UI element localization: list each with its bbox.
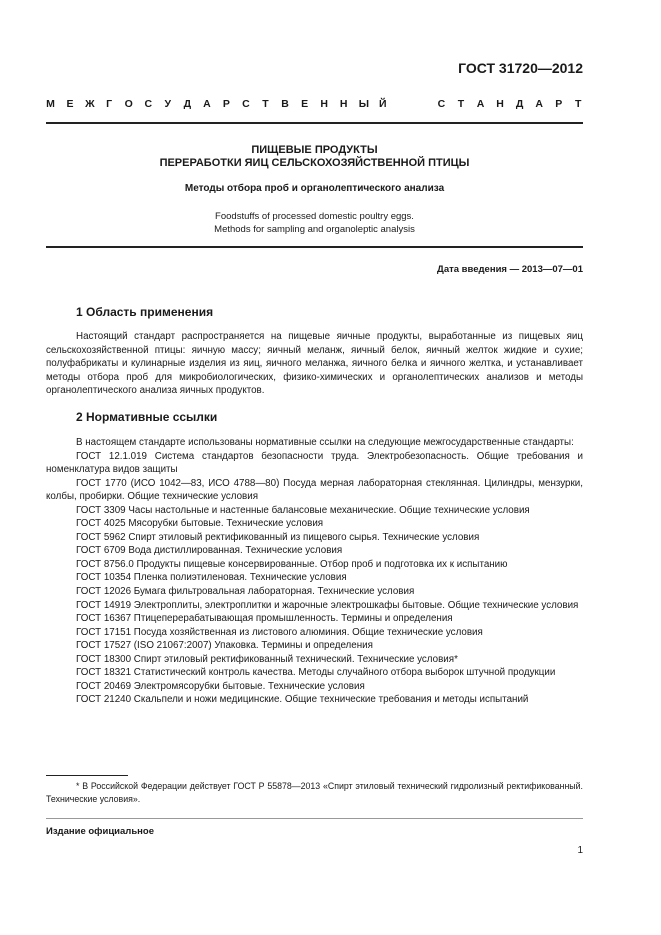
reference-item: ГОСТ 12026 Бумага фильтровальная лабораторная. Технические условия [76, 586, 415, 598]
reference-item: ГОСТ 4025 Мясорубки бытовые. Технические условия [76, 518, 324, 530]
standard-type-letter: О [124, 98, 133, 110]
standard-type-letter: В [281, 98, 289, 110]
standard-type-letter: Н [496, 98, 504, 110]
reference-item: ГОСТ 10354 Пленка полиэтиленовая. Технические условия [76, 572, 347, 584]
standard-type-letter: Е [66, 98, 74, 110]
reference-item: ГОСТ 8756.0 Продукты пищевые консервированные. Отбор проб и подготовка их к испытанию [76, 558, 508, 570]
reference-item: ГОСТ 6709 Вода дистиллированная. Технические условия [76, 545, 343, 557]
section-1-text [46, 330, 583, 398]
standard-type-letter: М [46, 98, 55, 110]
reference-item: ГОСТ 17527 (ISO 21067:2007) Упаковка. Термины и определения [76, 640, 373, 652]
standard-type-letter [398, 98, 407, 110]
standard-type-letter: А [203, 98, 211, 110]
document-number: ГОСТ 31720—2012 [458, 60, 583, 76]
title-divider [46, 246, 583, 248]
standard-type-letter: Р [222, 98, 230, 110]
official-edition-label: Издание официальное [46, 826, 154, 837]
english-title-line-2: Methods for sampling and organoleptic analysis [214, 224, 415, 235]
standard-type-letter: Т [457, 98, 465, 110]
standard-type-letter: Ж [85, 98, 95, 110]
standard-type-letter: А [535, 98, 543, 110]
reference-item: ГОСТ 18300 Спирт этиловый ректификованный технический. Технические условия* [76, 653, 458, 665]
reference-item: ГОСТ 21240 Скальпели и ножи медицинские. Общие технические требования и методы испытаний [76, 694, 529, 706]
reference-item: ГОСТ 14919 Электроплиты, электроплитки и жарочные электрошкафы бытовые. Общие технические условия [76, 599, 579, 611]
section-1-heading: 1 Область применения [76, 305, 214, 319]
standard-type-letter: Ы [358, 98, 370, 110]
standard-type-letter: Е [301, 98, 309, 110]
reference-item: ГОСТ 18321 Статистический контроль качества. Методы случайного отбора выборок штучной продукции [76, 667, 556, 679]
reference-item: ГОСТ 3309 Часы настольные и настенные балансовые механические. Общие технические условия [76, 504, 530, 516]
english-title [46, 210, 583, 236]
standard-type-letter: А [476, 98, 485, 110]
reference-item: ГОСТ 5962 Спирт этиловый ректификованный из пищевого сырья. Технические условия [76, 531, 480, 543]
english-title-line-1: Foodstuffs of processed domestic poultry eggs. [215, 211, 414, 222]
section-1-paragraph: Настоящий стандарт распространяется на пищевые яичные продукты, выработанные из пищевых яиц сельскохозяйственной птицы: яичную массу; яичный меланж, яичный белок, яичный желток жидкие и сухие; полуфабрикаты и кулинарные изделия из яиц, яичного меланжа, яичного белка и яичного желтка, и устанавливает методы отбора проб для микробиологических, физико-химических и органолептических анализов и методы органолептического анализа яичных продуктов. [46, 331, 583, 397]
standard-type-letter: У [164, 98, 172, 110]
footnote-divider [46, 775, 128, 776]
normative-references [46, 436, 583, 707]
reference-item: ГОСТ 17151 Посуда хозяйственная из листового алюминия. Общие технические условия [76, 626, 483, 638]
section-2-heading: 2 Нормативные ссылки [76, 410, 218, 424]
footnote [46, 780, 583, 806]
standard-type-letter: Т [262, 98, 269, 110]
standard-type-letter [417, 98, 426, 110]
standard-type-letter: С [242, 98, 250, 110]
reference-item: ГОСТ 1770 (ИСО 1042—83, ИСО 4788—80) Посуда мерная лабораторная стеклянная. Цилиндры, мензурки, колбы, пробирки. Общие технические условия [46, 477, 583, 503]
footnote-text: * В Российской Федерации действует ГОСТ Р 55878—2013 «Спирт этиловый технический гидролизный ректификованный. Технические условия». [46, 781, 583, 804]
standard-type-letter: Т [575, 98, 582, 110]
introduction-date: Дата введения — 2013—07—01 [437, 264, 583, 275]
standard-type-letter: Р [555, 98, 563, 110]
document-subtitle: Методы отбора проб и органолептического анализа [184, 183, 445, 194]
references-intro: В настоящем стандарте использованы нормативные ссылки на следующие межгосударственные стандарты: [76, 437, 574, 448]
reference-item: ГОСТ 16367 Птицеперерабатывающая промышленность. Термины и определения [76, 613, 453, 625]
standard-type-letter: Н [339, 98, 348, 110]
standard-type-letter: Й [379, 98, 387, 110]
standard-type-letter: С [144, 98, 153, 110]
header-divider [46, 122, 583, 124]
reference-item: ГОСТ 12.1.019 Система стандартов безопасности труда. Электробезопасность. Общие требования и номенклатура видов защиты [46, 450, 583, 476]
page-number: 1 [577, 845, 583, 856]
standard-type-letter: Н [320, 98, 328, 110]
reference-item: ГОСТ 20469 Электромясорубки бытовые. Технические условия [76, 680, 365, 692]
standard-type-letter: Д [183, 98, 192, 110]
standard-type-letter: Г [106, 98, 113, 110]
document-title [46, 144, 583, 170]
footer-divider [46, 818, 583, 819]
standard-type-letter: Д [515, 98, 524, 110]
title-line-1: ПИЩЕВЫЕ ПРОДУКТЫ [251, 144, 378, 156]
title-line-2: ПЕРЕРАБОТКИ ЯИЦ СЕЛЬСКОХОЗЯЙСТВЕННОЙ ПТИЦЫ [159, 157, 470, 169]
standard-type-letter: С [437, 98, 446, 110]
standard-type-label [46, 98, 583, 110]
